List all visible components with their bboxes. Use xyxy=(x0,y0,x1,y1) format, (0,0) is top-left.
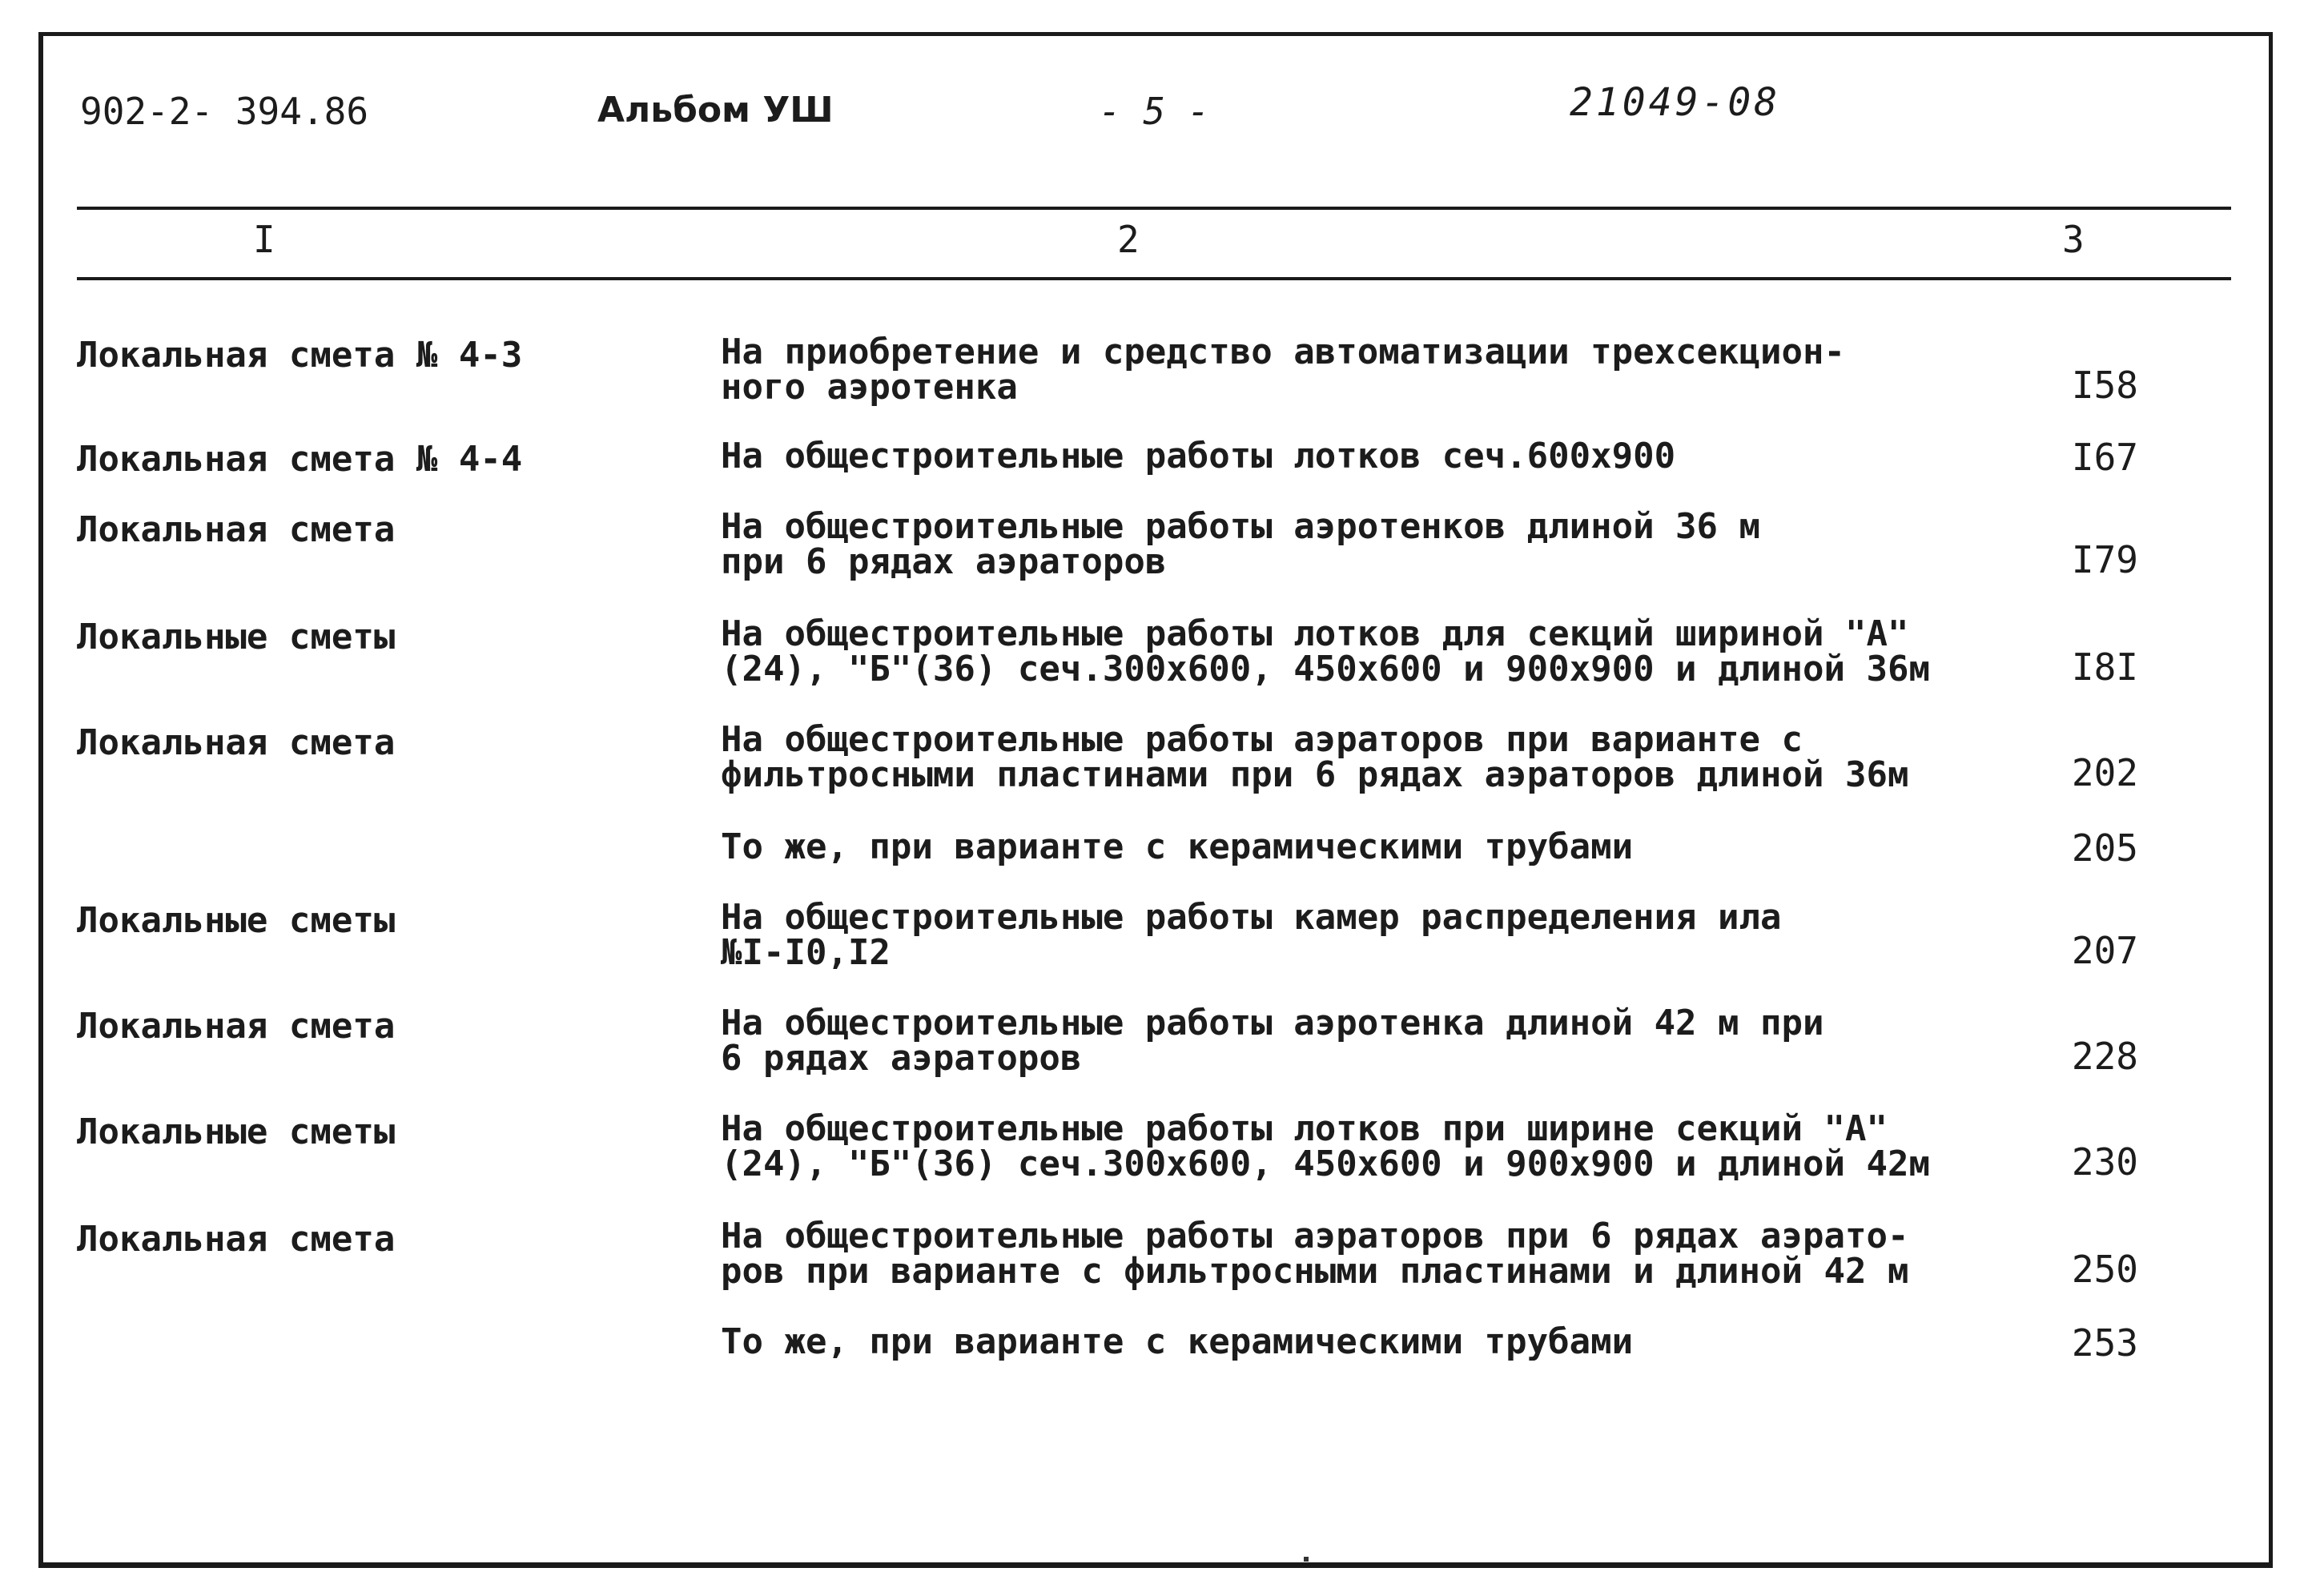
row-description xyxy=(721,436,1676,476)
description-line: (24), "Б"(36) сеч.300х600, 450х600 и 900х900 и длиной 42м xyxy=(721,1144,1930,1184)
row-type: Локальная смета № 4-4 xyxy=(77,439,523,480)
description-line: На общестроительные работы аэраторов при варианте с xyxy=(721,719,1803,760)
row-page: 202 xyxy=(2071,751,2138,794)
row-page: 253 xyxy=(2071,1321,2138,1365)
description-line: ного аэротенка xyxy=(721,367,1018,408)
description-line: На общестроительные работы камер распределения ила xyxy=(721,897,1782,938)
column-header-2: 2 xyxy=(1117,218,1140,261)
row-page: I67 xyxy=(2071,436,2138,479)
column-header-1: I xyxy=(253,218,275,261)
row-description xyxy=(721,1108,1930,1184)
row-description xyxy=(721,1321,1634,1362)
row-description xyxy=(721,897,1782,973)
description-line: На приобретение и средство автоматизации трехсекцион- xyxy=(721,332,1845,372)
row-page: 250 xyxy=(2071,1248,2138,1291)
row-description xyxy=(721,826,1634,867)
description-line: 6 рядах аэраторов xyxy=(721,1038,1082,1079)
description-line: На общестроительные работы аэраторов при 6 рядах аэрато- xyxy=(721,1216,1909,1256)
table-top-rule xyxy=(77,207,2231,210)
inventory-number: 21049-08 xyxy=(1570,80,1781,125)
row-type: Локальные сметы xyxy=(77,1112,396,1152)
row-page: 207 xyxy=(2071,929,2138,972)
page-number: - 5 - xyxy=(1099,90,1210,133)
row-page: 228 xyxy=(2071,1035,2138,1078)
row-description xyxy=(721,506,1761,582)
description-line: На общестроительные работы аэротенков длиной 36 м xyxy=(721,506,1761,547)
table-header-rule xyxy=(77,277,2231,280)
album-label: Альбом УШ xyxy=(597,90,834,131)
row-description xyxy=(721,1216,1909,1292)
description-line: На общестроительные работы лотков для секций шириной "А" xyxy=(721,613,1909,654)
row-type: Локальные сметы xyxy=(77,900,396,941)
description-line: при 6 рядах аэраторов xyxy=(721,541,1167,582)
row-page: I79 xyxy=(2071,538,2138,581)
row-type: Локальная смета xyxy=(77,722,396,763)
description-line: На общестроительные работы лотков сеч.600х900 xyxy=(721,436,1676,476)
row-description xyxy=(721,332,1845,408)
description-line: ров при варианте с фильтросными пластинами и длиной 42 м xyxy=(721,1251,1909,1292)
document-code: 902-2- 394.86 xyxy=(80,90,369,133)
row-type: Локальная смета xyxy=(77,1006,396,1047)
description-line: То же, при варианте с керамическими трубами xyxy=(721,826,1634,867)
row-type: Локальная смета № 4-3 xyxy=(77,335,523,376)
description-line: (24), "Б"(36) сеч.300х600, 450х600 и 900х900 и длиной 36м xyxy=(721,649,1930,689)
row-page: I58 xyxy=(2071,364,2138,407)
row-page: I8I xyxy=(2071,645,2138,689)
row-type: Локальные сметы xyxy=(77,617,396,657)
row-description xyxy=(721,613,1930,689)
scan-mark xyxy=(1304,1557,1309,1562)
row-type: Локальная смета xyxy=(77,1219,396,1260)
description-line: №I-I0,I2 xyxy=(721,932,891,973)
description-line: На общестроительные работы лотков при ширине секций "А" xyxy=(721,1108,1888,1149)
description-line: То же, при варианте с керамическими трубами xyxy=(721,1321,1634,1362)
column-header-3: 3 xyxy=(2062,218,2085,261)
row-type: Локальная смета xyxy=(77,509,396,550)
row-description xyxy=(721,719,1909,795)
row-page: 230 xyxy=(2071,1140,2138,1184)
row-description xyxy=(721,1003,1824,1079)
description-line: На общестроительные работы аэротенка длиной 42 м при xyxy=(721,1003,1824,1043)
row-page: 205 xyxy=(2071,826,2138,870)
description-line: фильтросными пластинами при 6 рядах аэраторов длиной 36м xyxy=(721,754,1909,795)
